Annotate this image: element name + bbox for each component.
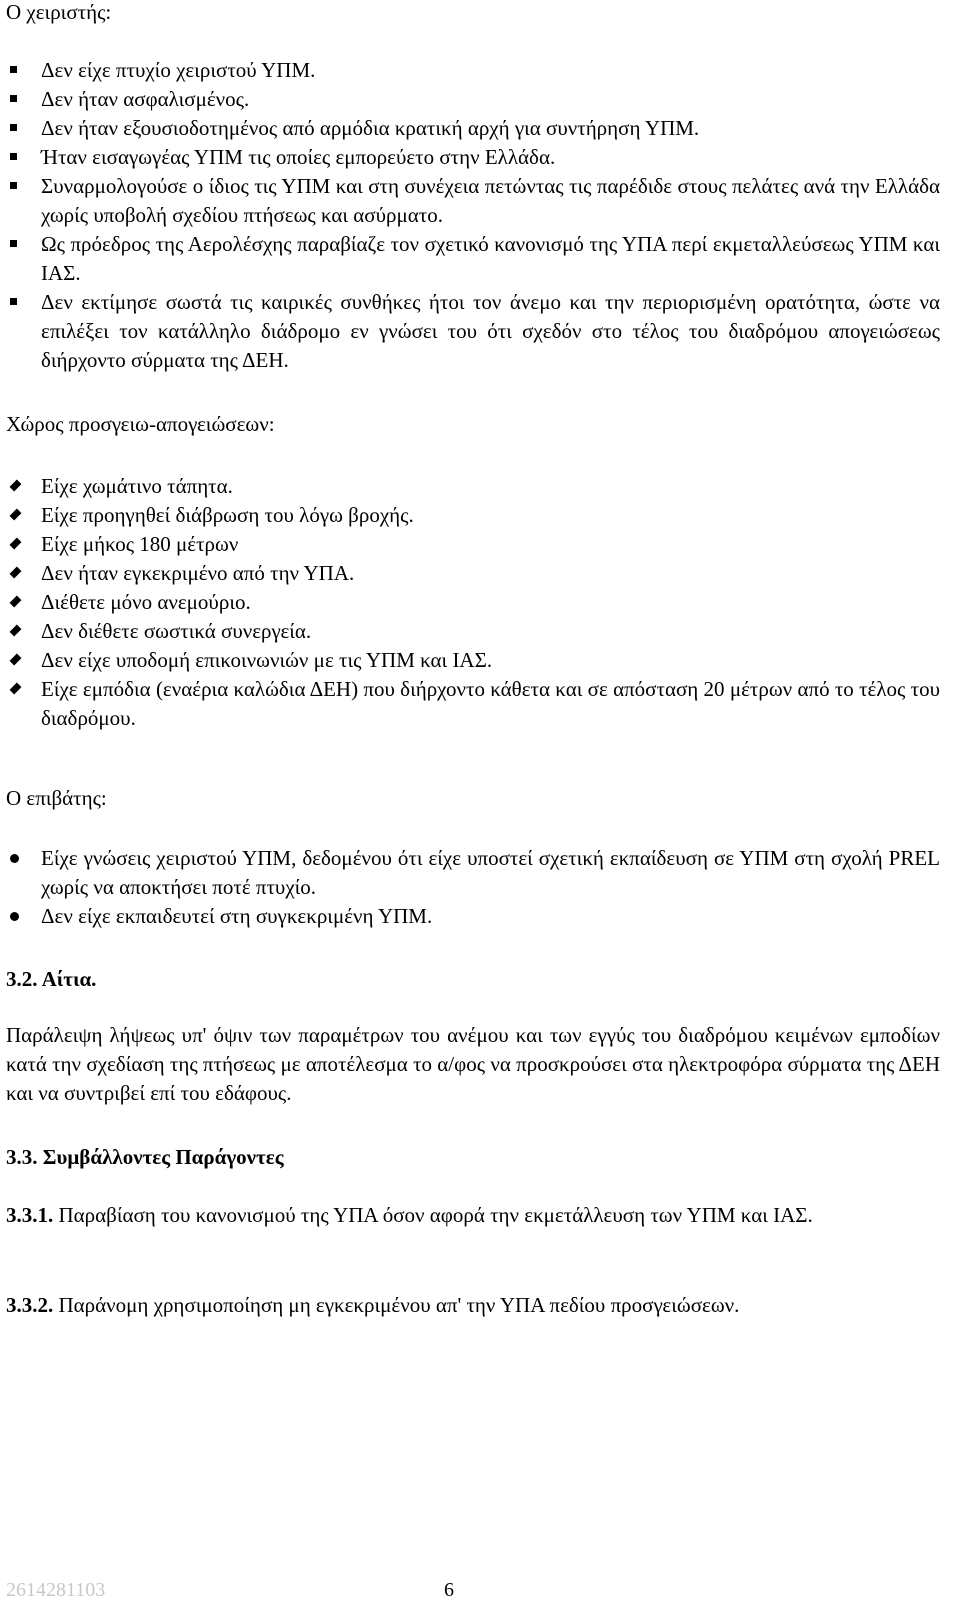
causes-paragraph: Παράλειψη λήψεως υπ' όψιν των παραμέτρων του ανέμου και των εγγύς του διαδρόμου κειμένων εμποδίων κατά την σχεδίαση της πτήσεως με αποτέλεσμα το α/φος να προσκρούσει στα ηλεκτροφόρα σύρματα της ΔΕΗ και να συντριβεί επί του εδάφους. <box>6 1023 940 1105</box>
list-item: Ως πρόεδρος της Αερολέσχης παραβίαζε τον σχετικό κανονισμό της ΥΠΑ περί εκμεταλλεύσεως ΥΠΜ και ΙΑΣ. <box>6 230 940 288</box>
list-item: Δεν ήταν εγκεκριμένο από την ΥΠΑ. <box>6 559 940 588</box>
square-bullet-icon <box>10 230 30 259</box>
list-item: Δεν διέθετε σωστικά συνεργεία. <box>6 617 940 646</box>
causes-heading: 3.2. Αίτια. <box>6 967 97 991</box>
square-bullet-icon <box>10 172 30 201</box>
factor-text: Παράνομη χρησιμοποίηση μη εγκεκριμένου απ' την ΥΠΑ πεδίου προσγειώσεων. <box>53 1293 740 1317</box>
field-heading: Χώρος προσγειω-απογειώσεων: <box>6 412 275 436</box>
diamond-bullet-icon <box>10 559 30 588</box>
diamond-bullet-icon <box>10 501 30 530</box>
list-item: Είχε προηγηθεί διάβρωση του λόγω βροχής. <box>6 501 940 530</box>
list-item: Δεν είχε εκπαιδευτεί στη συγκεκριμένη ΥΠΜ. <box>6 902 940 931</box>
list-item: Δεν ήταν εξουσιοδοτημένος από αρμόδια κρατική αρχή για συντήρηση ΥΠΜ. <box>6 114 940 143</box>
list-item: Διέθετε μόνο ανεμούριο. <box>6 588 940 617</box>
passenger-list <box>6 844 940 931</box>
list-item: Ήταν εισαγωγέας ΥΠΜ τις οποίες εμπορεύετο στην Ελλάδα. <box>6 143 940 172</box>
diamond-bullet-icon <box>10 472 30 501</box>
list-item: Δεν είχε πτυχίο χειριστού ΥΠΜ. <box>6 56 940 85</box>
factor-number: 3.3.1. <box>6 1203 54 1227</box>
field-list <box>6 472 940 733</box>
list-item: Δεν είχε υποδομή επικοινωνιών με τις ΥΠΜ και ΙΑΣ. <box>6 646 940 675</box>
diamond-bullet-icon <box>10 588 30 617</box>
square-bullet-icon <box>10 85 30 114</box>
list-item: Είχε γνώσεις χειριστού ΥΠΜ, δεδομένου ότι είχε υποστεί σχετική εκπαίδευση σε ΥΠΜ στη σχολή PREL χωρίς να αποκτήσει ποτέ πτυχίο. <box>6 844 940 902</box>
list-item: Είχε χωμάτινο τάπητα. <box>6 472 940 501</box>
list-item: Είχε μήκος 180 μέτρων <box>6 530 940 559</box>
factors-heading: 3.3. Συμβάλλοντες Παράγοντες <box>6 1145 284 1169</box>
list-item: Δεν ήταν ασφαλισμένος. <box>6 85 940 114</box>
list-item: Δεν εκτίμησε σωστά τις καιρικές συνθήκες ήτοι τον άνεμο και την περιορισμένη ορατότητα, ώστε να επιλέξει τον κατάλληλο διάδρομο εν γνώσει του ότι σχεδόν στο τέλος του διαδρόμου απογειώσεως διήρχοντο σύρματα της ΔΕΗ. <box>6 288 940 375</box>
round-bullet-icon <box>10 902 30 931</box>
factor-item-2 <box>6 1291 940 1320</box>
pilot-heading: Ο χειριστής: <box>6 0 112 24</box>
footer-page-number: 6 <box>444 1579 454 1601</box>
diamond-bullet-icon <box>10 617 30 646</box>
factor-text: Παραβίαση του κανονισμού της ΥΠΑ όσον αφορά την εκμετάλλευση των ΥΠΜ και ΙΑΣ. <box>53 1203 813 1227</box>
square-bullet-icon <box>10 114 30 143</box>
diamond-bullet-icon <box>10 675 30 704</box>
list-item: Είχε εμπόδια (εναέρια καλώδια ΔΕΗ) που διήρχοντο κάθετα και σε απόσταση 20 μέτρων από το τέλος του διαδρόμου. <box>6 675 940 733</box>
factor-number: 3.3.2. <box>6 1293 54 1317</box>
diamond-bullet-icon <box>10 646 30 675</box>
pilot-list <box>6 56 940 375</box>
factor-item-1 <box>6 1201 940 1230</box>
square-bullet-icon <box>10 143 30 172</box>
list-item: Συναρμολογούσε ο ίδιος τις ΥΠΜ και στη συνέχεια πετώντας τις παρέδιδε στους πελάτες ανά την Ελλάδα χωρίς υποβολή σχεδίου πτήσεως και ασύρματο. <box>6 172 940 230</box>
round-bullet-icon <box>10 844 30 873</box>
diamond-bullet-icon <box>10 530 30 559</box>
passenger-heading: Ο επιβάτης: <box>6 786 107 810</box>
square-bullet-icon <box>10 56 30 85</box>
square-bullet-icon <box>10 288 30 317</box>
footer-doc-id: 2614281103 <box>6 1579 106 1601</box>
